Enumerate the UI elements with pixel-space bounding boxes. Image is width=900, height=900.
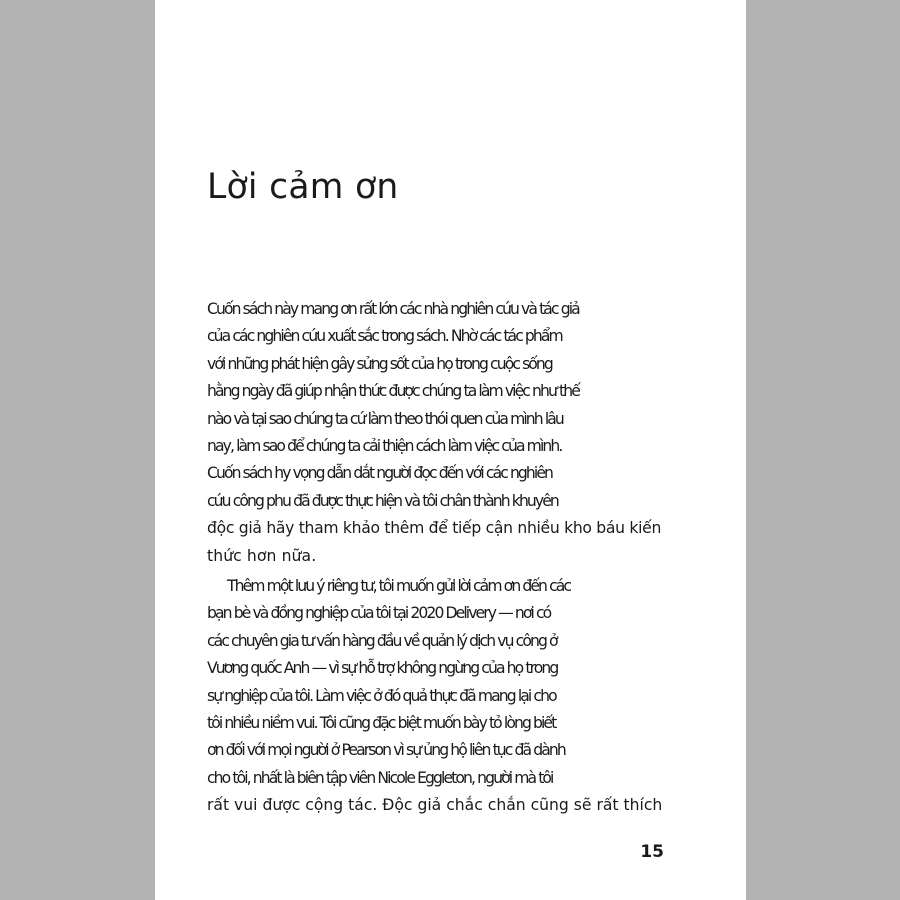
- text-line: độc giả hãy tham khảo thêm để tiếp cận nhiều kho báu kiến: [207, 519, 662, 538]
- text-line: Cuốn sách này mang ơn rất lớn các nhà nghiên cứu và tác giả: [207, 300, 579, 318]
- text-line: thức hơn nữa.: [207, 546, 317, 565]
- book-page: [155, 0, 746, 900]
- text-line: sự nghiệp của tôi. Làm việc ở đó quả thực đã mang lại cho: [207, 686, 556, 705]
- text-line: nay, làm sao để chúng ta cải thiện cách làm việc của mình.: [207, 436, 562, 455]
- text-line: Cuốn sách hy vọng dẫn dắt người đọc đến với các nghiên: [207, 464, 553, 483]
- text-line: của các nghiên cứu xuất sắc trong sách. Nhờ các tác phẩm: [207, 327, 562, 346]
- text-line: bạn bè và đồng nghiệp của tôi tại 2020 Delivery — nơi có: [207, 604, 551, 623]
- text-line: với những phát hiện gây sửng sốt của họ trong cuộc sống: [207, 354, 552, 373]
- paragraph-1: [207, 296, 661, 570]
- text-line: các chuyên gia tư vấn hàng đầu về quản lý dịch vụ công ở: [207, 631, 557, 650]
- text-line: nào và tại sao chúng ta cứ làm theo thói quen của mình lâu: [207, 409, 563, 428]
- text-line: cho tôi, nhất là biên tập viên Nicole Eggleton, người mà tôi: [207, 768, 553, 787]
- page-title: Lời cảm ơn: [207, 167, 399, 207]
- paragraph-2: [207, 573, 662, 820]
- text-line: Vương quốc Anh — vì sự hỗ trợ không ngừng của họ trong: [207, 659, 558, 678]
- text-line: hằng ngày đã giúp nhận thức được chúng ta làm việc như thế: [207, 382, 579, 401]
- page-number: 15: [640, 842, 664, 862]
- text-line: Thêm một lưu ý riêng tư, tôi muốn gửi lời cảm ơn đến các: [227, 577, 571, 595]
- text-line: ơn đối với mọi người ở Pearson vì sự ủng hộ liên tục đã dành: [207, 741, 565, 760]
- text-line: cứu công phu đã được thực hiện và tôi chân thành khuyên: [207, 491, 558, 510]
- text-line: rất vui được cộng tác. Độc giả chắc chắn cũng sẽ rất thích: [207, 796, 663, 815]
- text-line: tôi nhiều niềm vui. Tôi cũng đặc biệt muốn bày tỏ lòng biết: [207, 713, 556, 732]
